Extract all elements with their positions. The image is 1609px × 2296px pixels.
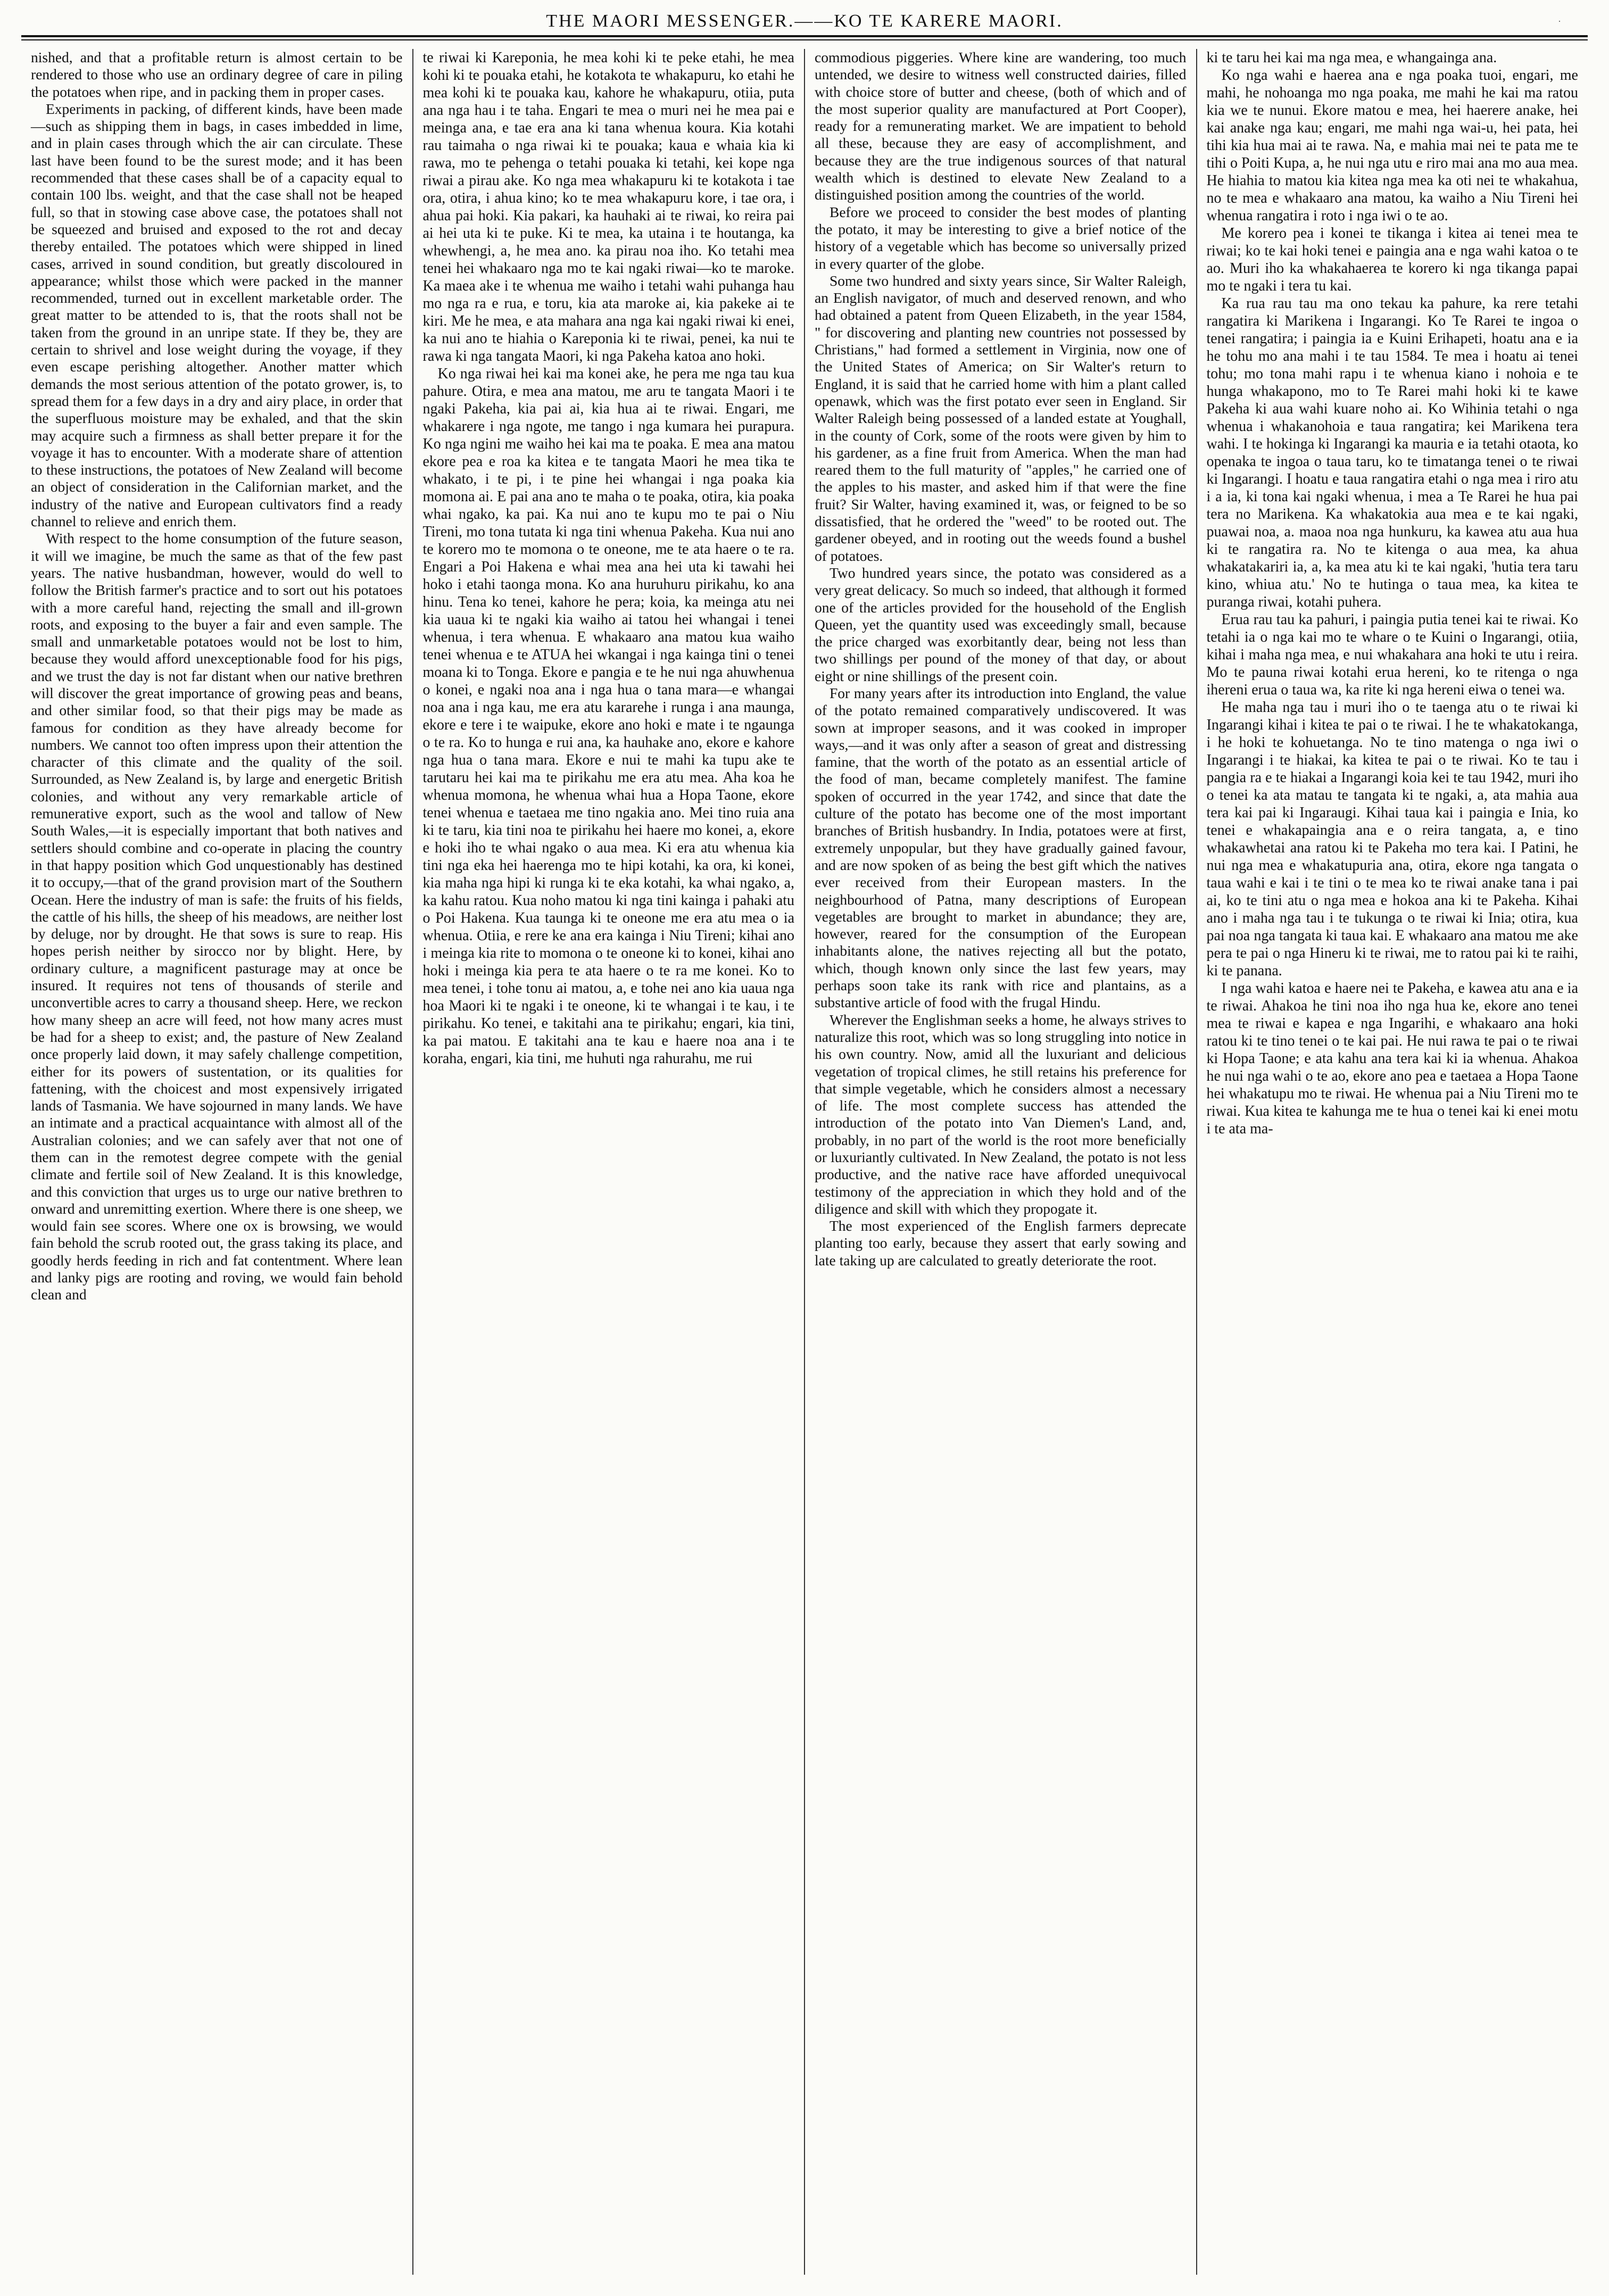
paragraph: Ka rua rau tau ma ono tekau ka pahure, ka rere tetahi rangatira ki Marikena i Ingarangi. Ko Te Rarei te ingoa o tenei rangatira; i paingia ia e Kuini Erihapeti, hoatu ana e ia he tohu mo ana mahi i te tau 1584. Te mea i hoatu ai tenei tohu; mo tona mahi rapu i te whenua kiano i nohoia e te hunga whakapono, mo to Te Rarei mahi hoki ki te kawe Pakeha ki aua wahi kuare noho ai. Ko Wihinia tetahi o nga whenua i whakanohoia e taua rangatira; kei Marikena tera wahi. I te hokinga ki Ingarangi ka mauria e ia tetahi otaota, ko openaka te ingoa o taua taru, ko te timatanga tenei o te riwai ki Ingarangi. I hoatu e taua rangatira etahi o nga mea i riro atu i a ia, ki tona kai ngaki whenua, i mea a Te Rarei he hua pai tera no Marikena. Ka whakatokia aua mea e te kai ngaki, puawai noa, a. maoa noa nga hunkuru, ka kawea atu aua hua ki te rangatira ra. No te kitenga o aua mea, ka ahua whakatakariri ia, a, ka mea atu ki te kai ngaki, 'hutia tera taru kino, whiua atu.' No te hutinga o taua mea, ka kitea te puranga riwai, kotahi puhera. [1206, 295, 1578, 610]
paragraph: Erua rau tau ka pahuri, i paingia putia tenei kai te riwai. Ko tetahi ia o nga kai mo te whare o te Kuini o Ingarangi, otiia, kihai i maha nga mea, e nui whakahara ana hoki te utu i reira. Mo te pauna riwai kotahi erua hereni, ko te ritenga o nga ihereni erua o taua wa, ka rite ki nga hereni eiwa o tenei wa. [1206, 611, 1578, 698]
paragraph: Me korero pea i konei te tikanga i kitea ai tenei mea te riwai; ko te kai hoki tenei e paingia ana e nga wahi katoa o te ao. Muri iho ka whakahaerea te korero ki nga tikanga papai mo te ngaki i tera tu kai. [1206, 225, 1578, 294]
paragraph: The most experienced of the English farmers deprecate planting too early, because they assert that early sowing and late taking up are calculated to greatly deteriorate the root. [815, 1217, 1187, 1269]
column-2-maori [413, 49, 806, 2275]
paragraph: Before we proceed to consider the best modes of planting the potato, it may be interesting to give a brief notice of the history of a vegetable which has become so universally prized in every quarter of the globe. [815, 203, 1187, 272]
corner-mark: · [1558, 16, 1561, 27]
paragraph: Experiments in packing, of different kinds, have been made—such as shipping them in bags, in cases imbedded in lime, and in plain cases through which the air can circulate. These last have been found to be the surest mode; and it has been recommended that these cases shall be of a capacity equal to contain 100 lbs. weight, and that the case shall not be heaped full, so that in stowing case above case, the potatoes shall not be squeezed and bruised and exposed to the rot and decay thereby entailed. The potatoes which were shipped in lined cases, arrived in sound condition, but greatly discoloured in appearance; whilst those which were packed in the manner recommended, turned out in excellent marketable order. The great matter to be attended to is, that the roots shall not be taken from the ground in an unripe state. If they be, they are certain to shrivel and lose weight during the voyage, if they even escape perishing altogether. Another matter which demands the most serious attention of the potato grower, is, to spread them for a few days in a dry and airy place, in order that the superfluous moisture may be exhaled, and that the skin may acquire such a firmness as shall better prepare it for the voyage it has to encounter. With a moderate share of attention to these instructions, the potatoes of New Zealand will become an object of consideration in the Californian market, and the industry of the native and European cultivators find a ready channel to relieve and enrich them. [31, 100, 403, 530]
header-rule-thin [21, 39, 1588, 40]
paragraph: te riwai ki Kareponia, he mea kohi ki te peke etahi, he mea kohi ki te pouaka etahi, he kotakota te whakapuru, ko etahi he mea kohi ki te pouaka kau, kahore he whakapuru, otiia, puta ana nga hau i te taha. Engari te mea o muri nei he mea pai e meinga ana, e tae era ana ki tana whenua koura. Kia kotahi rau taimaha o nga riwai ki te pouaka; kaua e whaia kia ki rawa, mo te pehenga o tetahi pouaka ki tetahi, kei kope nga riwai a pirau ake. Ko nga mea whakapuru ki te kotakota i tae ora, otira, i ahua kino; ko te mea whakapuru kore, i tae ora, i ahua pai hoki. Kia pakari, ka hauhaki ai te riwai, ko reira pai ai hei uta ki te puke. Ki te mea, ka utaina i te houtanga, ka whewhengi, a, he mea ano. ka pirau noa iho. Ko tetahi mea tenei hei whakaaro nga mo te kai ngaki riwai—ko te maroke. Ka maea ake i te whenua me waiho i tetahi wahi puhanga hau mo nga ra e rua, e toru, kia ata maroke ai, kia pakeke ai te kiri. Me he mea, e ata mahara ana nga kai ngaki riwai ki enei, ka nui ano te hiahia o Kareponia ki te riwai, penei, ka nui te rawa ki nga tangata Maori, ki nga Pakeha katoa ano hoki. [422, 49, 794, 364]
column-1-english [21, 49, 413, 2275]
page-header: THE MAORI MESSENGER.——KO TE KARERE MAORI. [546, 11, 1063, 31]
paragraph: ki te taru hei kai ma nga mea, e whangainga ana. [1206, 49, 1497, 66]
paragraph: With respect to the home consumption of the future season, it will we imagine, be much the same as that of the few past years. The native husbandman, however, would do well to follow the British farmer's practice and to sort out his potatoes with a more careful hand, rejecting the small and ill-grown roots, and exposing to the buyer a fair and even sample. The small and unmarketable potatoes would not be lost to him, because they would afford unexceptionable food for his pigs, and we trust the day is not far distant when our native brethren will discover the great importance of growing peas and beans, and other similar food, so that their pigs may be made as famous for condition as they have already become for numbers. We cannot too often impress upon their attention the character of this climate and the quality of the soil. Surrounded, as New Zealand is, by large and energetic British colonies, and without any very remarkable article of remunerative export, such as the wool and tallow of New South Wales,—it is especially important that both natives and settlers should combine and co-operate in placing the country in that happy position which God unquestionably has destined it to occupy,—that of the grand provision mart of the Southern Ocean. Here the industry of man is safe: the fruits of his fields, the cattle of his hills, the sheep of his meadows, are neither lost by deluge, nor by drought. He that sows is sure to reap. His hopes perish neither by sirocco nor by blight. Here, by ordinary culture, a magnificent pasturage may at once be insured. It requires not tens of thousands of sterile and unconvertible acres to carry a thousand sheep. Here, we reckon how many sheep an acre will feed, not how many acres must be had for a sheep to exist; and, the pasture of New Zealand once properly laid down, it may safely challenge competition, either for its powers of sustentation, or its qualities for fattening, with the choicest and most expensively irrigated lands of Tasmania. We have sojourned in many lands. We have an intimate and a practical acquaintance with almost all of the Australian colonies; and we can safely aver that not one of them can in the remotest degree compete with the genial climate and fertile soil of New Zealand. It is this knowledge, and this conviction that urges us to urge our native brethren to onward and unremitting exertion. Where there is one sheep, we would fain see scores. Where one ox is browsing, we would fain behold the scrub rooted out, the grass taking its place, and goodly herds feeding in rich and fat contentment. Where lean and lanky pigs are rooting and roving, we would fain behold clean and [31, 530, 403, 1303]
paragraph: Some two hundred and sixty years since, Sir Walter Raleigh, an English navigator, of much and deserved renown, and who had obtained a patent from Queen Elizabeth, in the year 1584, " for discovering and planting new countries not possessed by Christians," had formed a settlement in Virginia, now one of the United States of America; on Sir Walter's return to England, it is said that he carried home with him a plant called openawk, which was the first potato ever seen in England. Sir Walter Raleigh being possessed of a landed estate at Youghall, in the county of Cork, some of the roots were given by him to his gardener, as a fine fruit from America. When the man had reared them to the full maturity of "apples," he carried one of the apples to his master, and asked him if that were the fine fruit? Sir Walter, having examined it, was, or feigned to be so dissatisfied, that he ordered the "weed" to be rooted out. The gardener obeyed, and in rooting out the weeds found a bushel of potatoes. [815, 272, 1187, 564]
column-3-english [805, 49, 1197, 2275]
paragraph: He maha nga tau i muri iho o te taenga atu o te riwai ki Ingarangi kihai i kitea te pai o te riwai. I he te whakatokanga, i he hoki te kohuetanga. No te tino matenga o nga iwi o Ingarangi i te hiakai, ka kitea te pai o te riwai. Ko te tau i pangia ra e te hiakai a Ingarangi koia kei te tau 1942, muri iho o tenei ka ata matau te tangata ki te ngaki, a, ata mahia aua tera kai pai ki Ingaraugi. Kihai taua kai i paingia e Inia, ko tenei e whakapaingia ana e o reira tangata, a, e tino whakawhetai ana ratou ki te Pakeha mo tera kai. I Patini, he nui nga mea e whakatupuria ana, otira, ekore nga tangata o taua wahi e kai i te tini o te mea ko te riwai anake tana i pai ai, ko te tini atu o nga mea e hokoa ana ki te Pakeha. Kihai ano i maha nga tau i te tukunga o te riwai ki Inia; otira, kua pai noa nga tangata ki taua kai. E whakaaro ana matou me ake pera te pai o nga Hineru ki te riwai, me to ratou pai ki te raihi, ki te panana. [1206, 699, 1578, 979]
paragraph: Ko nga riwai hei kai ma konei ake, he pera me nga tau kua pahure. Otira, e mea ana matou, me aru te tangata Maori i te ngaki Pakeha, kia pai ai, kia hua ai te riwai. Engari, me whakarere i nga ngote, me tango i nga kumara hei purapura. Ko nga ngini me waiho hei kai ma te poaka. E mea ana matou ekore pea e roa ka kitea e te tangata Maori he mea tika te whakato, i te pi, i te pine hei whangai i nga poaka kia momona ai. E pai ana ano te maha o te poaka, otira, kia poaka whai ngako, ka pai. Ka nui ano te kupu mo te pai o Niu Tireni, mo tona tutata ki nga tini whenua Pakeha. Kua nui ano te korero mo te momona o te oneone, me te ata haere o te ra. Engari a Poi Hakena e whai mea ana hei uta ki tawahi hei hoko i etahi taonga mona. Ko ana huruhuru pirikahu, ko ana hinu. Tena ko tenei, kahore he pera; koia, ka meinga atu nei kia uaua ki te ngaki kia waiho ai tatou hei whangai i tenei whenua, i tera whenua. E whakaaro ana matou kua waiho tenei whenua e te ATUA hei wkangai i nga kainga tini o tenei moana ki to Tonga. Ekore e pangia e te he nui nga ahuwhenua o konei, e ngaki noa ana i nga hua o tana mara—e whangai noa ana i nga kau, me era atu kararehe i runga i ana maunga, ekore e tere i te waipuke, ekore ano hoki e mate i te ngaunga o te ra. Ko to hunga e rui ana, ka hauhake ano, ekore e kahore nga hua o tana mara. Ekore e nui te mahi ka tupu ake te tarutaru hei kai ma te pirikahu me era atu mea. Aha koa he whenua momona, he whenua whai hua a Hopa Taone, ekore tenei whenua e taetaea me tino ngakia ano. Mei tino ruia ana ki te taru, kia tini noa te pirikahu hei haere mo konei, a, ekore e hoki iho te whai ngako o aua mea. Ki era atu whenua kia tini nga eka hei haerenga mo te hipi kotahi, ka ora, ki konei, kia maha nga hipi ki runga ki te eka kotahi, ka whai ngako, a, ka kahu ratou. Kua noho matou ki nga tini kainga i pahaki atu o Poi Hakena. Kua taunga ki te oneone me era atu mea o ia whenua. Otiia, e rere ke ana era kainga i Niu Tireni; kihai ano i meinga kia rite to momona o te oneone ki to konei, kihai ano hoki i meinga kia pera te ata haere o te ra me konei. Ko to mea tenei, i tohe tonu ai matou, a, e tohe nei ano kia uaua nga hoa Maori ki te ngaki i te oneone, ki te whangai i te kau, i te pirikahu. Ko tenei, e takitahi ana te pirikahu; engari, kia tini, ka pai matou. E takitahi ana te kau e haere noa ana i te koraha, engari, kia tini, me huhuti nga rahurahu, me rui [422, 366, 794, 1067]
paragraph: For many years after its introduction into England, the value of the potato remained comparatively undiscovered. It was sown at improper seasons, and it was cooked in improper ways,—and it was only after a season of great and distressing famine, that the worth of the potato as an essential article of the food of man, became completely manifest. The famine spoken of occurred in the year 1742, and since that date the culture of the potato has become one of the most important branches of British husbandry. In India, potatoes were at first, extremely unpopular, but they have gradually gained favour, and are now spoken of as being the best gift which the natives ever received from their European masters. In the neighbourhood of Patna, many descriptions of European vegetables are brought to market in abundance; they are, however, reared for the consumption of the European inhabitants alone, the natives rejecting all but the potato, which, though known only since the last few years, may perhaps soon take its rank with rice and plantains, as a substantive article of food with the frugal Hindu. [815, 684, 1187, 1011]
paragraph: nished, and that a profitable return is almost certain to be rendered to those who use an ordinary degree of care in piling the potatoes when ripe, and in packing them in proper cases. [31, 49, 403, 100]
header-rule [21, 35, 1588, 37]
column-4-maori [1197, 49, 1588, 2275]
paragraph: commodious piggeries. Where kine are wandering, too much untended, we desire to witness well constructed dairies, filled with choice store of butter and cheese, (both of which and of the most superior quality are manufactured at Port Cooper), ready for a remunerating market. We are impatient to behold all these, because they are easy of accomplishment, and because they are the true indigenous sources of that natural wealth which is destined to elevate New Zealand to a distinguished position among the countries of the world. [815, 49, 1187, 203]
paragraph: Two hundred years since, the potato was considered as a very great delicacy. So much so indeed, that although it formed one of the articles provided for the household of the English Queen, yet the quantity used was exceedingly small, because the price charged was exorbitantly dear, being not less than two shillings per pound of the money of that day, or about eight or nine shillings of the present coin. [815, 564, 1187, 684]
paragraph: I nga wahi katoa e haere nei te Pakeha, e kawea atu ana e ia te riwai. Ahakoa he tini noa iho nga hua ke, ekore ano tenei mea te riwai e kapea e nga Ingarihi, e whakaaro ana hoki ratou ki te tino tenei o te kai pai. He nui rawa te pai o te riwai ki Hopa Taone; e ata kahu ana tera kai ki ia whenua. Ahakoa he nui nga wahi o te ao, ekore ano pea e taetaea a Hopa Taone hei whakatupu mo te riwai. He whenua pai a Niu Tireni mo te riwai. Kua kitea te kahunga me te hua o tenei kai ki enei motu i te ata ma- [1206, 980, 1578, 1137]
paragraph: Ko nga wahi e haerea ana e nga poaka tuoi, engari, me mahi, he nohoanga mo nga poaka, me mahi he kai ma ratou kia we te nunui. Ekore matou e mea, hei haerere anake, hei kai anake nga kau; engari, me mahi nga wai-u, hei pata, hei tihi kia hua mai ai te rawa. Na, e mahia mai nei te pata me te tihi o Poiti Kupa, a, he nui nga utu e riro mai ana mo aua mea. He hiahia to matou kia kitea nga mea ka oti nei te whakahua, no te mea e whakaaro ana matou, ka waiho a Niu Tireni hei whenua rangatira i roto i nga iwi o te ao. [1206, 67, 1578, 224]
paragraph: Wherever the Englishman seeks a home, he always strives to naturalize this root, which was so long struggling into notice in his own country. Now, amid all the luxuriant and delicious vegetation of tropical climes, he still retains his preference for that simple vegetable, which he considers almost a necessary of life. The most complete success has attended the introduction of the potato into Van Diemen's Land, and, probably, in no part of the world is the root more beneficially or luxuriantly cultivated. In New Zealand, the potato is not less productive, and the native race have afforded unequivocal testimony of the appreciation in which they hold and of the diligence and skill with which they propogate it. [815, 1011, 1187, 1217]
columns [21, 49, 1588, 2275]
